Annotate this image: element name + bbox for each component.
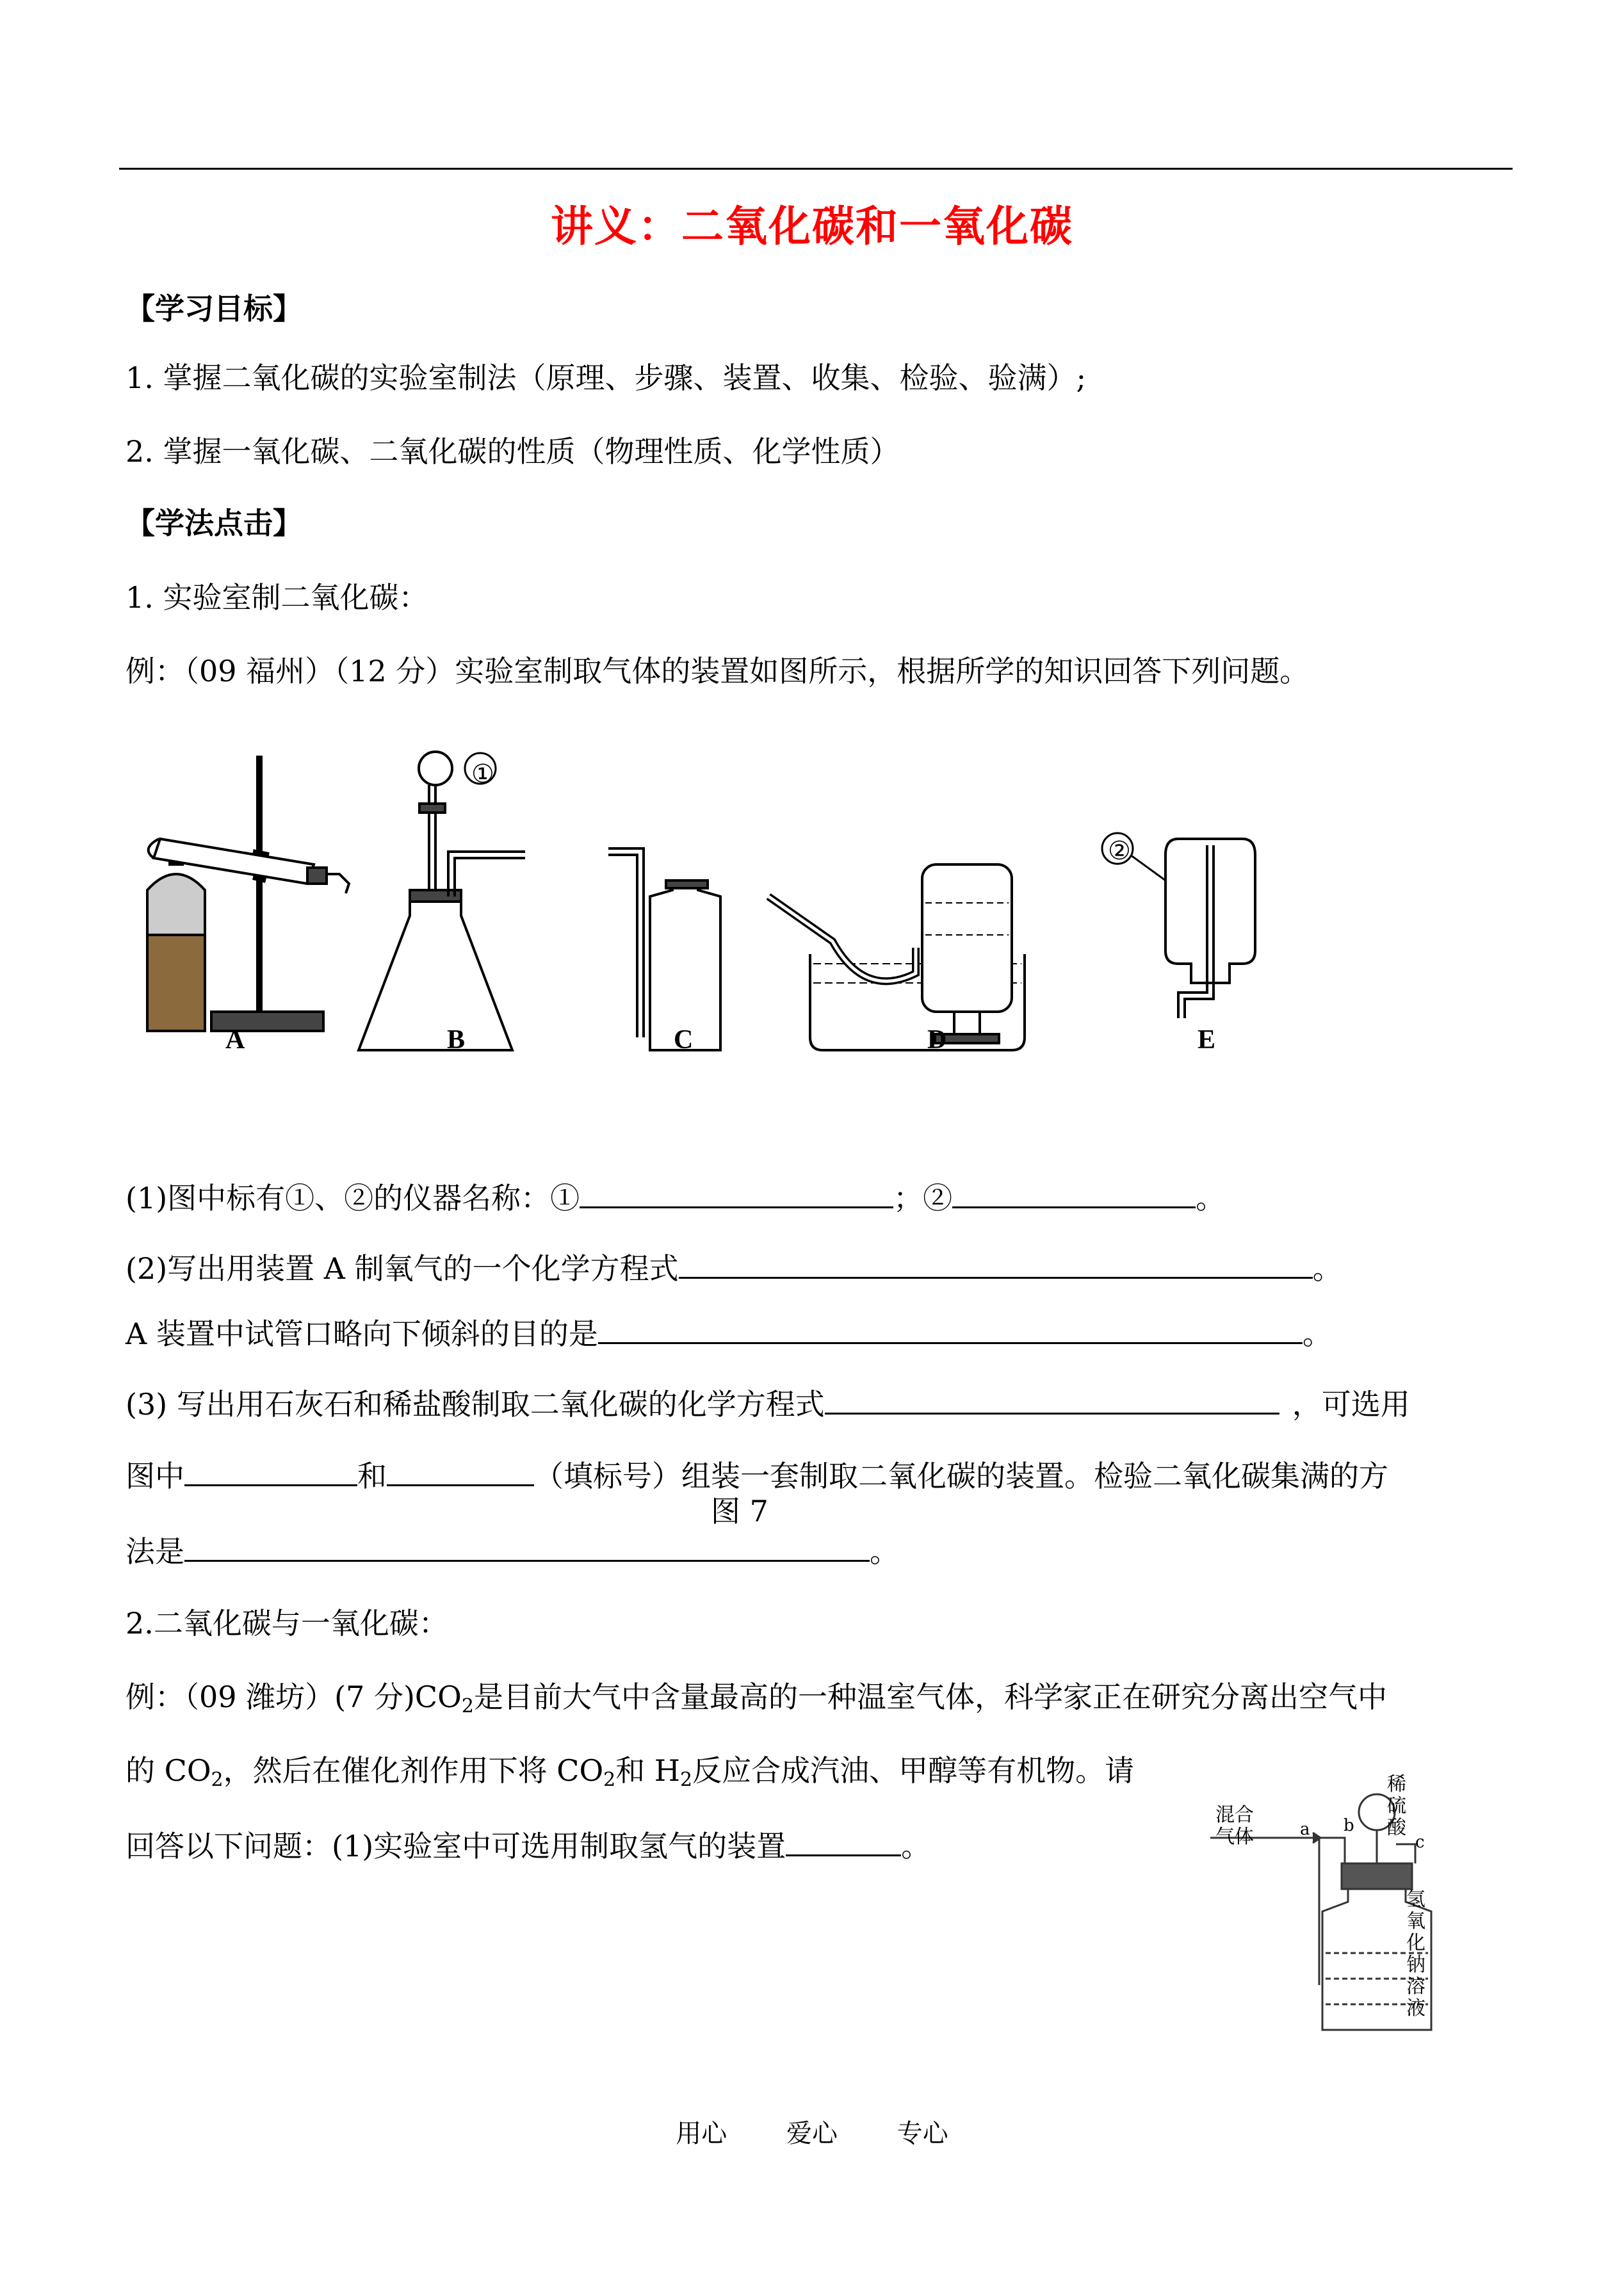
- question-3b-and: 和: [357, 1459, 387, 1493]
- footer: [0, 2113, 1624, 2150]
- answer-blank-3[interactable]: [679, 1247, 1313, 1279]
- question-2-end: 。: [1312, 1251, 1342, 1286]
- ex2-a-sub: 2: [461, 1695, 474, 1717]
- acid-line-2: 硫: [1387, 1795, 1406, 1817]
- solution-line-6: 液: [1406, 1997, 1425, 2020]
- question-3-text: (3) 写出用石灰石和稀盐酸制取二氧化碳的化学方程式: [126, 1387, 825, 1422]
- mixed-gas-line-1: 混合: [1215, 1804, 1254, 1826]
- ex2-h: 。: [901, 1829, 931, 1863]
- goal-1: 1. 掌握二氧化碳的实验室制法（原理、步骤、装置、收集、检验、验满）;: [126, 361, 1087, 395]
- figure-7-label: 图 7: [711, 1494, 768, 1529]
- ex2-g: 回答以下问题：(1)实验室中可选用制取氢气的装置: [126, 1829, 786, 1863]
- apparatus-figure: [128, 743, 1281, 1076]
- page-title: 讲义：二氧化碳和一氧化碳: [551, 201, 1073, 251]
- ex2-f: 反应合成汽油、甲醇等有机物。请: [692, 1753, 1135, 1788]
- example-2-line-2: [126, 1751, 1134, 1799]
- solution-line-1: 氢: [1406, 1888, 1425, 1911]
- ex2-d: ，然后在催化剂作用下将 CO: [223, 1753, 604, 1788]
- label-b: B: [447, 1025, 466, 1055]
- answer-blank-8[interactable]: [184, 1530, 870, 1562]
- question-3c: [126, 1530, 899, 1571]
- apparatus-d: [768, 864, 1025, 1050]
- answer-blank-5[interactable]: [825, 1383, 1279, 1415]
- solution-line-4: 钠: [1406, 1954, 1425, 1976]
- goal-2: 2. 掌握一氧化碳、二氧化碳的性质（物理性质、化学性质）: [126, 434, 900, 469]
- question-3: [126, 1383, 1410, 1423]
- question-3-choose: ，可选用: [1292, 1387, 1410, 1422]
- ex2-b: 是目前大气中含量最高的一种温室气体，科学家正在研究分离出空气中: [473, 1680, 1387, 1714]
- ex2-c-sub: 2: [211, 1769, 223, 1791]
- answer-blank-9[interactable]: [786, 1825, 901, 1856]
- question-1-sep: ；②: [893, 1181, 953, 1215]
- apparatus-c: [608, 848, 720, 1050]
- acid-line-3: 酸: [1387, 1817, 1406, 1839]
- answer-blank-1[interactable]: [580, 1177, 893, 1208]
- answer-blank-7[interactable]: [387, 1455, 534, 1486]
- ex2-e-sub: 2: [680, 1769, 693, 1791]
- question-2: [126, 1247, 1342, 1288]
- item-1: 1. 实验室制二氧化碳：: [126, 580, 428, 615]
- label-e: E: [1198, 1025, 1216, 1055]
- footer-text-1: 用心: [676, 2119, 727, 2148]
- question-2b: [126, 1313, 1332, 1353]
- example-2-line-1: [126, 1678, 1387, 1726]
- solution-label: [1406, 1889, 1425, 2020]
- question-2b-text: A 装置中试管口略向下倾斜的目的是: [126, 1317, 598, 1351]
- question-3c-end: 。: [870, 1534, 899, 1569]
- mixed-gas-label: [1215, 1804, 1254, 1848]
- question-3c-text: 法是: [126, 1534, 184, 1569]
- section-heading-methods: 【学法点击】: [126, 506, 302, 540]
- question-3b-rest: （填标号）组装一套制取二氧化碳的装置。检验二氧化碳集满的方: [534, 1459, 1388, 1493]
- ex2-a: 例：（09 潍坊）(7 分)CO: [126, 1680, 462, 1714]
- ex2-d-sub: 2: [603, 1769, 616, 1791]
- label-a: A: [225, 1025, 245, 1055]
- answer-blank-4[interactable]: [598, 1313, 1303, 1344]
- solution-line-2: 氧: [1406, 1910, 1425, 1933]
- solution-line-3: 化: [1406, 1932, 1425, 1954]
- footer-text-3: 专心: [897, 2119, 948, 2148]
- example-1: 例：（09 福州）（12 分）实验室制取气体的装置如图所示，根据所学的知识回答下列问题。: [126, 654, 1310, 688]
- question-1-end: 。: [1196, 1181, 1226, 1215]
- footer-text-2: 爱心: [786, 2119, 838, 2148]
- answer-blank-6[interactable]: [184, 1455, 357, 1486]
- mixed-gas-line-2: 气体: [1215, 1826, 1254, 1848]
- example-2-line-3: [126, 1825, 930, 1865]
- question-3b: [126, 1455, 1388, 1495]
- port-c-label: c: [1415, 1833, 1425, 1852]
- apparatus-a: [147, 756, 349, 1031]
- question-2-text: (2)写出用装置 A 制氧气的一个化学方程式: [126, 1251, 679, 1286]
- item-2: 2.二氧化碳与一氧化碳：: [126, 1606, 448, 1641]
- ex2-e: 和 H: [615, 1753, 680, 1788]
- header-rule: [119, 168, 1513, 170]
- solution-line-5: 溶: [1406, 1975, 1425, 1998]
- port-b-label: b: [1344, 1816, 1354, 1835]
- label-d: D: [927, 1025, 947, 1055]
- answer-blank-2[interactable]: [952, 1177, 1196, 1208]
- acid-line-1: 稀: [1387, 1773, 1406, 1796]
- question-2b-end: 。: [1302, 1317, 1332, 1351]
- question-1-text: (1)图中标有①、②的仪器名称：①: [126, 1181, 580, 1215]
- question-1: [126, 1177, 1225, 1217]
- acid-label: [1387, 1774, 1406, 1839]
- mark-2: ②: [1108, 836, 1131, 866]
- apparatus-b: [359, 752, 525, 1050]
- mark-1: ①: [471, 759, 494, 789]
- question-3b-text: 图中: [126, 1459, 184, 1493]
- section-heading-goals: 【学习目标】: [126, 291, 302, 326]
- label-c: C: [674, 1025, 694, 1055]
- port-a-label: a: [1300, 1820, 1310, 1839]
- ex2-c: 的 CO: [126, 1753, 211, 1788]
